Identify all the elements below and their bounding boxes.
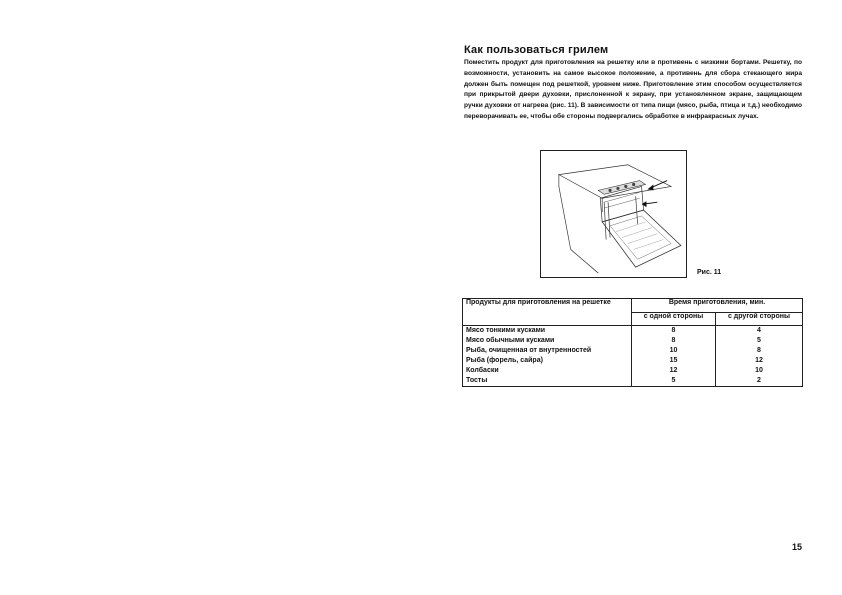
table-row	[463, 346, 803, 356]
figure-caption: Рис. 11	[697, 269, 722, 276]
cell-product: Рыба, очищенная от внутренностей	[463, 346, 632, 356]
table-row	[463, 356, 803, 366]
cell-side-one: 15	[632, 356, 716, 366]
cell-side-one: 8	[632, 336, 716, 346]
cell-side-two: 4	[715, 326, 802, 337]
header-product: Продукты для приготовления на решетке	[463, 299, 632, 326]
instruction-paragraph: Поместить продукт для приготовления на решетку или в противень с низкими бортами. Решетку, по возможности, установить на самое высокое положение, а противень для сбора стекающего жира должен быть помещен под решеткой, уровнем ниже. Приготовление этим способом осуществляется при прикрытой двери духовки, прислоненной к экрану, при установленном экране, защищающем ручки духовки от нагрева (рис. 11). В зависимости от типа пищи (мясо, рыба, птица и т.д.) необходимо переворачивать ее, чтобы обе стороны подвергались обработке в инфракрасных лучах.	[464, 59, 802, 120]
table-row	[463, 366, 803, 376]
section-heading: Как пользоваться грилем	[464, 44, 609, 56]
table-row	[463, 336, 803, 346]
table-row	[463, 326, 803, 337]
cell-product: Мясо обычными кусками	[463, 336, 632, 346]
header-cooking-time: Время приготовления, мин.	[632, 299, 803, 313]
cell-side-one: 10	[632, 346, 716, 356]
cell-product: Тосты	[463, 376, 632, 387]
cell-side-two: 2	[715, 376, 802, 387]
cell-product: Рыба (форель, сайра)	[463, 356, 632, 366]
page-number: 15	[792, 542, 803, 552]
cell-side-one: 12	[632, 366, 716, 376]
cell-side-two: 10	[715, 366, 802, 376]
cell-side-two: 8	[715, 346, 802, 356]
grill-cooking-time-table	[462, 298, 803, 387]
cell-product: Колбаски	[463, 366, 632, 376]
cell-side-two: 5	[715, 336, 802, 346]
cell-side-one: 5	[632, 376, 716, 387]
cell-product: Мясо тонкими кусками	[463, 326, 632, 337]
header-side-two: с другой стороны	[715, 313, 802, 326]
header-side-one: с одной стороны	[632, 313, 716, 326]
cell-side-one: 8	[632, 326, 716, 337]
table-row	[463, 376, 803, 387]
cell-side-two: 12	[715, 356, 802, 366]
oven-grill-illustration	[540, 150, 687, 278]
oven-door-diagram	[541, 151, 686, 277]
